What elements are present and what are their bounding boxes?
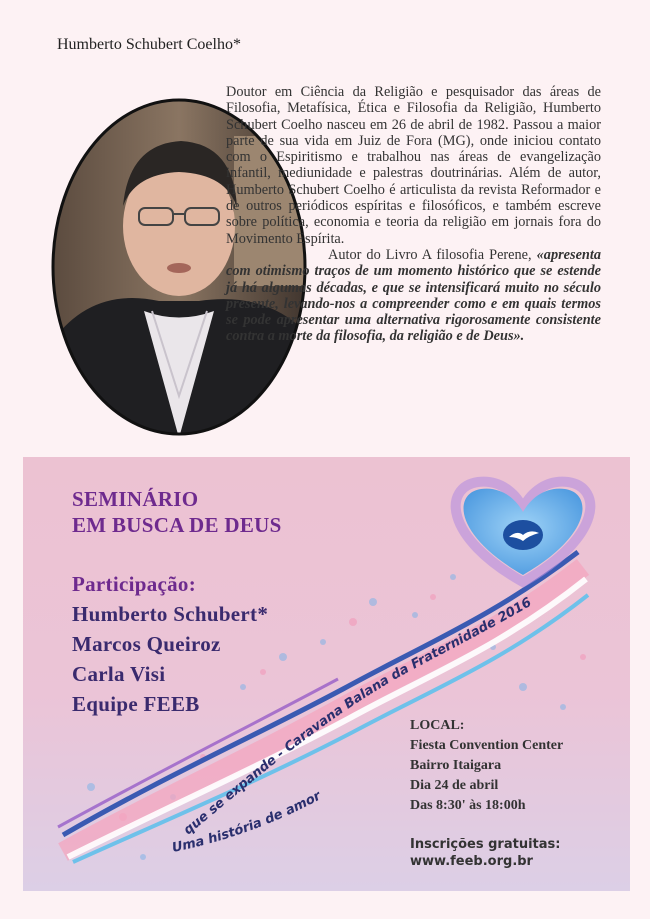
district: Bairro Itaigara [410,758,502,773]
venue: Fiesta Convention Center [410,738,564,753]
event-location [410,716,563,816]
seminar-flyer [23,457,630,891]
bio-paragraph: Doutor em Ciência da Religião e pesquisador das áreas de Filosofia, Metafísica, Ética e Filosofia da Religião, Humberto Schubert Coelho nasceu em 26 de abril de 1982. Passou a maior parte de sua vida em Juiz de Fora (MG), onde iniciou contato com o Espiritismo e trabalhou nas áreas de evangelização infantil, mediunidade e palestras doutrinárias. Além de autor, Humberto Schubert Coelho é articulista da revista Reformador e de outros periódicos espíritas e filosóficos, e também escreve sobre política, economia e teoria da religião em jornais fora do Movimento Espírita. [226,84,601,247]
biography [226,84,601,345]
participant: Humberto Schubert* [72,602,269,626]
website-link[interactable]: www.feeb.org.br [410,854,533,869]
event-date: Dia 24 de abril [410,778,499,793]
seminar-title [72,486,282,538]
participants [72,569,268,719]
participation-label: Participação: [72,572,197,596]
event-time: Das 8:30' às 18:00h [410,798,526,813]
registration-label: Inscrições gratuitas: [410,837,561,852]
participant: Marcos Queiroz [72,632,221,656]
bio-intro [226,247,601,345]
banner-text-bottom: Uma história de amor [170,788,324,856]
seminar-line-1: SEMINÁRIO [72,487,199,511]
seminar-line-2: EM BUSCA DE DEUS [72,513,282,537]
registration [410,836,560,870]
banner-text-top: que se expande - Caravana Balana da Fraternidade 2016 [180,595,535,839]
book-quote: «apresenta com otimismo traços de um momento histórico que se estende já há algumas décadas, e que se intensificará muito no século presente, levando-nos a compreender como e em quais termos se pode apresentar uma alternativa rigorosamente consistente contra a morte da filosofia, da religião e de Deus». [226,246,601,345]
author-name: Humberto Schubert Coelho* [57,36,241,53]
participant: Equipe FEEB [72,692,200,716]
book-line: Autor do Livro A filosofia Perene, [328,246,532,263]
local-label: LOCAL: [410,718,465,733]
participant: Carla Visi [72,662,166,686]
